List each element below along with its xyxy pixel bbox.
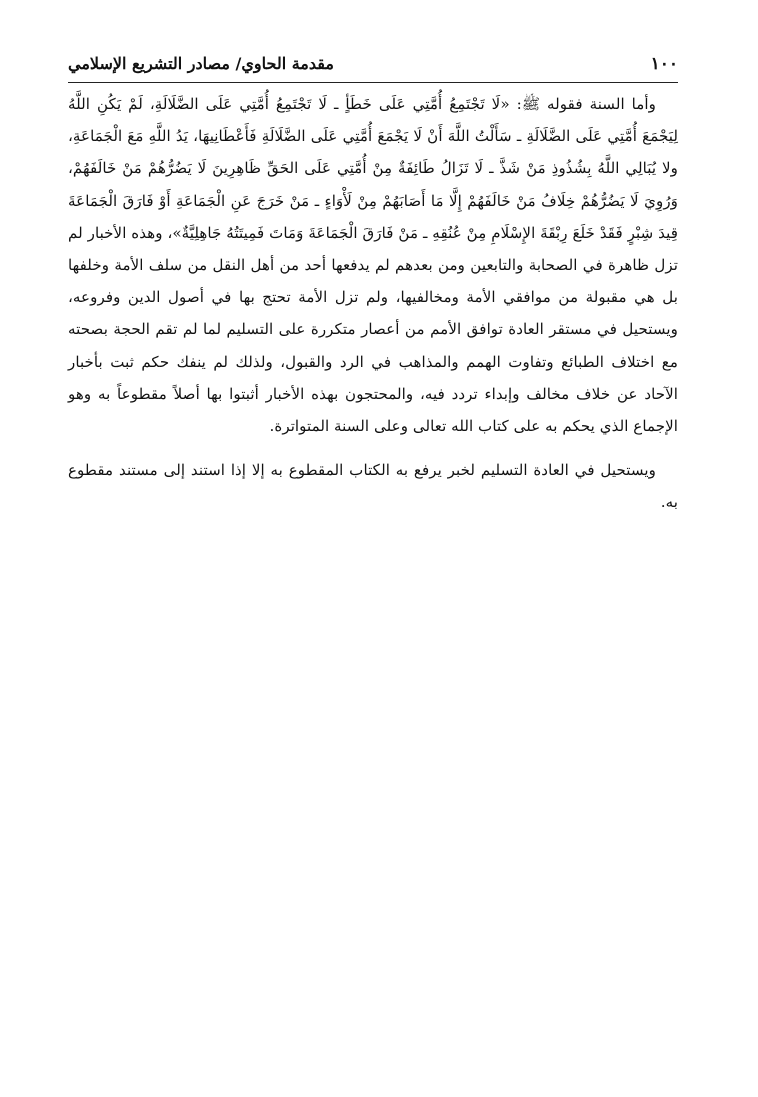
page-header: [68, 52, 678, 83]
running-title: مقدمة الحاوي/ مصادر التشريع الإسلامي: [68, 54, 334, 73]
body-text: [68, 88, 678, 519]
paragraph-sunnah-evidence: وأما السنة فقوله ﷺ: «لَا تَجْتَمِعُ أُمَّتِي عَلَى خَطَأٍ ـ لَا تَجْتَمِعُ أُمَّتِي عَلَى الضَّلَالَةِ، لَمْ يَكُنِ اللَّهُ لِيَجْمَعَ أُمَّتِي عَلَى الضَّلَالَةِ ـ سَأَلْتُ اللَّهَ أَنْ لَا يَجْمَعَ أُمَّتِي عَلَى الضَّلَالَةِ فَأَعْطَانِيهَا، يَدُ اللَّهِ مَعَ الْجَمَاعَةِ، ولا يُبَالِي اللَّهُ بِشُذُوذِ مَنْ شَذَّ ـ لَا تَزَالُ طَائِفَةٌ مِنْ أُمَّتِي عَلَى الحَقِّ ظَاهِرِينَ لَا يَضُرُّهُمْ مَنْ خَالَفَهُمْ، وَرُوِيَ لَا يَضُرُّهُمْ خِلَافُ مَنْ خَالَفَهُمْ إِلَّا مَا أَصَابَهُمْ مِنْ لَأْوَاءٍ ـ مَنْ خَرَجَ عَنِ الْجَمَاعَةِ أَوْ فَارَقَ الْجَمَاعَةَ قِيدَ شِبْرٍ فَقَدْ خَلَعَ رِبْقَةَ الإِسْلَامِ مِنْ عُنُقِهِ ـ مَنْ فَارَقَ الْجَمَاعَةَ وَمَاتَ فَمِيتَتُهُ جَاهِلِيَّةٌ»، وهذه الأخبار لم تزل ظاهرة في الصحابة والتابعين ومن بعدهم لم يدفعها أحد من أهل النقل من سلف الأمة وخلفها بل هي مقبولة من موافقي الأمة ومخالفيها، ولم تزل الأمة تحتج بها في أصول الدين وفروعه، ويستحيل في مستقر العادة توافق الأمم من أعصار متكررة على التسليم لما لم تقم الحجة بصحته مع اختلاف الطبائع وتفاوت الهمم والمذاهب في الرد والقبول، ولذلك لم ينفك حكم ثبت بأخبار الآحاد عن خلاف مخالف وإبداء تردد فيه، والمحتجون بهذه الأخبار أثبتوا بها أصلاً مقطوعاً به وهو الإجماع الذي يحكم به على كتاب الله تعالى وعلى السنة المتواترة.: [68, 95, 678, 436]
page-number: ١٠٠: [650, 54, 678, 74]
paragraph-conclusion: ويستحيل في العادة التسليم لخبر يرفع به الكتاب المقطوع به إلا إذا استند إلى مستند مقطوع به.: [68, 461, 678, 512]
